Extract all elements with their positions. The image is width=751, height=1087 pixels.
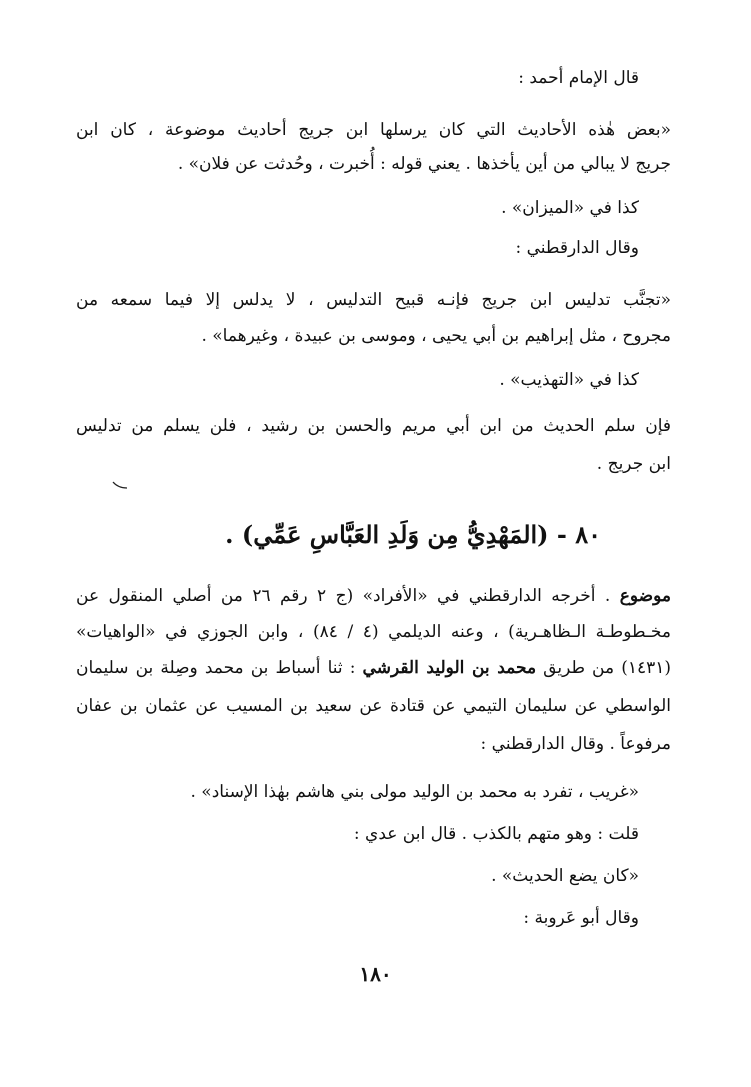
text-line-4: كذا في «الميزان» . [501,198,639,218]
text-line-7: مجروح ، مثل إبراهيم بن أبي يحيى ، وموسى بن عبيدة ، وغيرهما» . [201,326,671,346]
text-line-18: «كان يضع الحديث» . [491,866,639,886]
ink-mark-icon [112,480,128,490]
text-line-10: ابن جريج . [596,454,671,474]
text-line-13 [76,656,671,680]
text-line-8: كذا في «التهذيب» . [499,370,639,390]
text-line-13-b: : ثنا أسباط بن محمد وصِلة بن سليمان [76,658,356,678]
page-number: ١٨٠ [359,962,392,986]
text-line-13-a: (١٤٣١) من طريق [543,658,672,678]
text-line-11 [76,584,671,608]
text-line-19: وقال أبو عَروبة : [523,908,639,928]
text-line-6: «تجنَّب تدليس ابن جريج فإنـه قبيح التدليس ، لا يدلس إلا فيما سمعه من [76,290,671,310]
verdict-label: موضوع [619,586,671,606]
text-line-2: «بعض هٰذه الأحاديث التي كان يرسلها ابن جريج أحاديث موضوعة ، كان ابن [76,120,671,140]
text-line-16: «غريب ، تفرد به محمد بن الوليد مولى بني هاشم بهٰذا الإسناد» . [190,782,639,802]
text-line-1: قال الإمام أحمد : [518,68,639,88]
hadith-heading: ٨٠ - (المَهْدِيُّ مِن وَلَدِ العَبَّاسِ عَمِّي) . [225,520,601,549]
narrator-name: محمد بن الوليد القرشي [362,658,537,678]
text-line-9: فإن سلم الحديث من ابن أبي مريم والحسن بن رشيد ، فلن يسلم من تدليس [76,416,671,436]
text-line-12: مخـطوطـة الـظاهـرية) ، وعنه الديلمي (٤ / ٨٤) ، وابن الجوزي في «الواهيات» [76,622,671,642]
text-line-17: قلت : وهو متهم بالكذب . قال ابن عدي : [353,824,639,844]
text-line-15: مرفوعاً . وقال الدارقطني : [480,734,671,754]
text-line-11-rest: . أخرجه الدارقطني في «الأفراد» (ج ٢ رقم ٢٦ من أصلي المنقول عن [76,586,611,606]
text-line-3: جريج لا يبالي من أين يأخذها . يعني قوله : أُخبرت ، وحُدثت عن فلان» . [177,154,671,174]
text-line-5: وقال الدارقطني : [515,238,639,258]
text-line-14: الواسطي عن سليمان التيمي عن قتادة عن سعيد بن المسيب عن عثمان بن عفان [76,696,671,716]
